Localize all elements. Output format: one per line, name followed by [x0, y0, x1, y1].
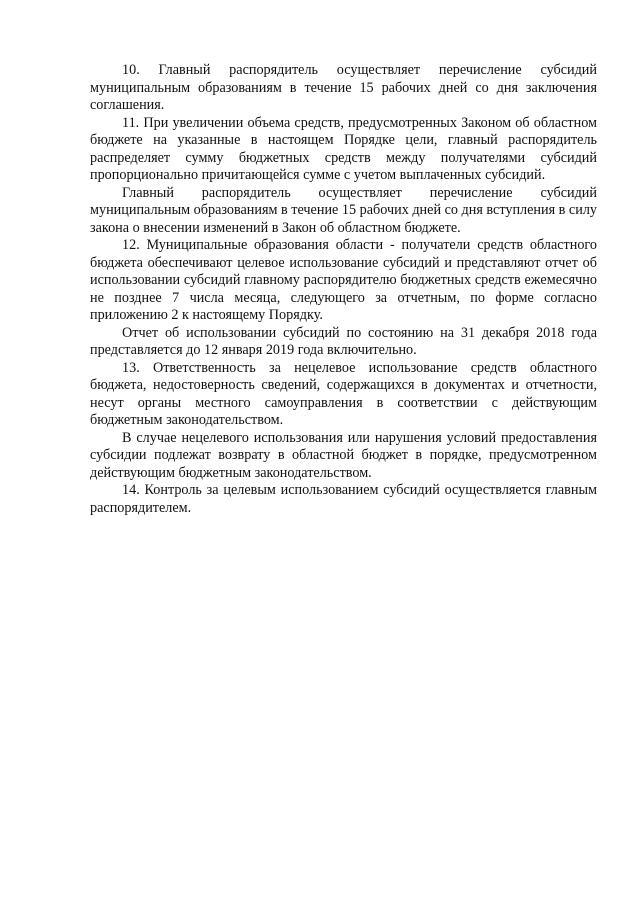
paragraph-item-13-refund: В случае нецелевого использования или нарушения условий предоставления субсидии подлежат возврату в областной бюджет в порядке, предусмотренном действующим бюджетным законодательством.	[90, 429, 597, 481]
paragraph-item-11-continued: Главный распорядитель осуществляет перечисление субсидий муниципальным образованиям в течение 15 рабочих дней со дня вступления в силу закона о внесении изменений в Закон об областном бюджете.	[90, 184, 597, 236]
paragraph-item-12-report: Отчет об использовании субсидий по состоянию на 31 декабря 2018 года представляется до 12 января 2019 года включительно.	[90, 324, 597, 358]
paragraph-item-12: 12. Муниципальные образования области - получатели средств областного бюджета обеспечивают целевое использование субсидий и представляют отчет об использовании субсидий главному распорядителю бюджетных средств ежемесячно не позднее 7 числа месяца, следующего за отчетным, по форме согласно приложению 2 к настоящему Порядку.	[90, 237, 597, 323]
paragraph-item-11: 11. При увеличении объема средств, предусмотренных Законом об областном бюджете на указанные в настоящем Порядке цели, главный распорядитель распределяет сумму бюджетных средств между получателями субсидий пропорционально причитающейся сумме с учетом выплаченных субсидий.	[90, 114, 597, 183]
paragraph-item-13: 13. Ответственность за нецелевое использование средств областного бюджета, недостоверность сведений, содержащихся в документах и отчетности, несут органы местного самоуправления в соответствии с действующим бюджетным законодательством.	[90, 359, 597, 428]
paragraph-item-14: 14. Контроль за целевым использованием субсидий осуществляется главным распорядителем.	[90, 482, 597, 516]
paragraph-item-10: 10. Главный распорядитель осуществляет перечисление субсидий муниципальным образованиям в течение 15 рабочих дней со дня заключения соглашения.	[90, 62, 597, 113]
